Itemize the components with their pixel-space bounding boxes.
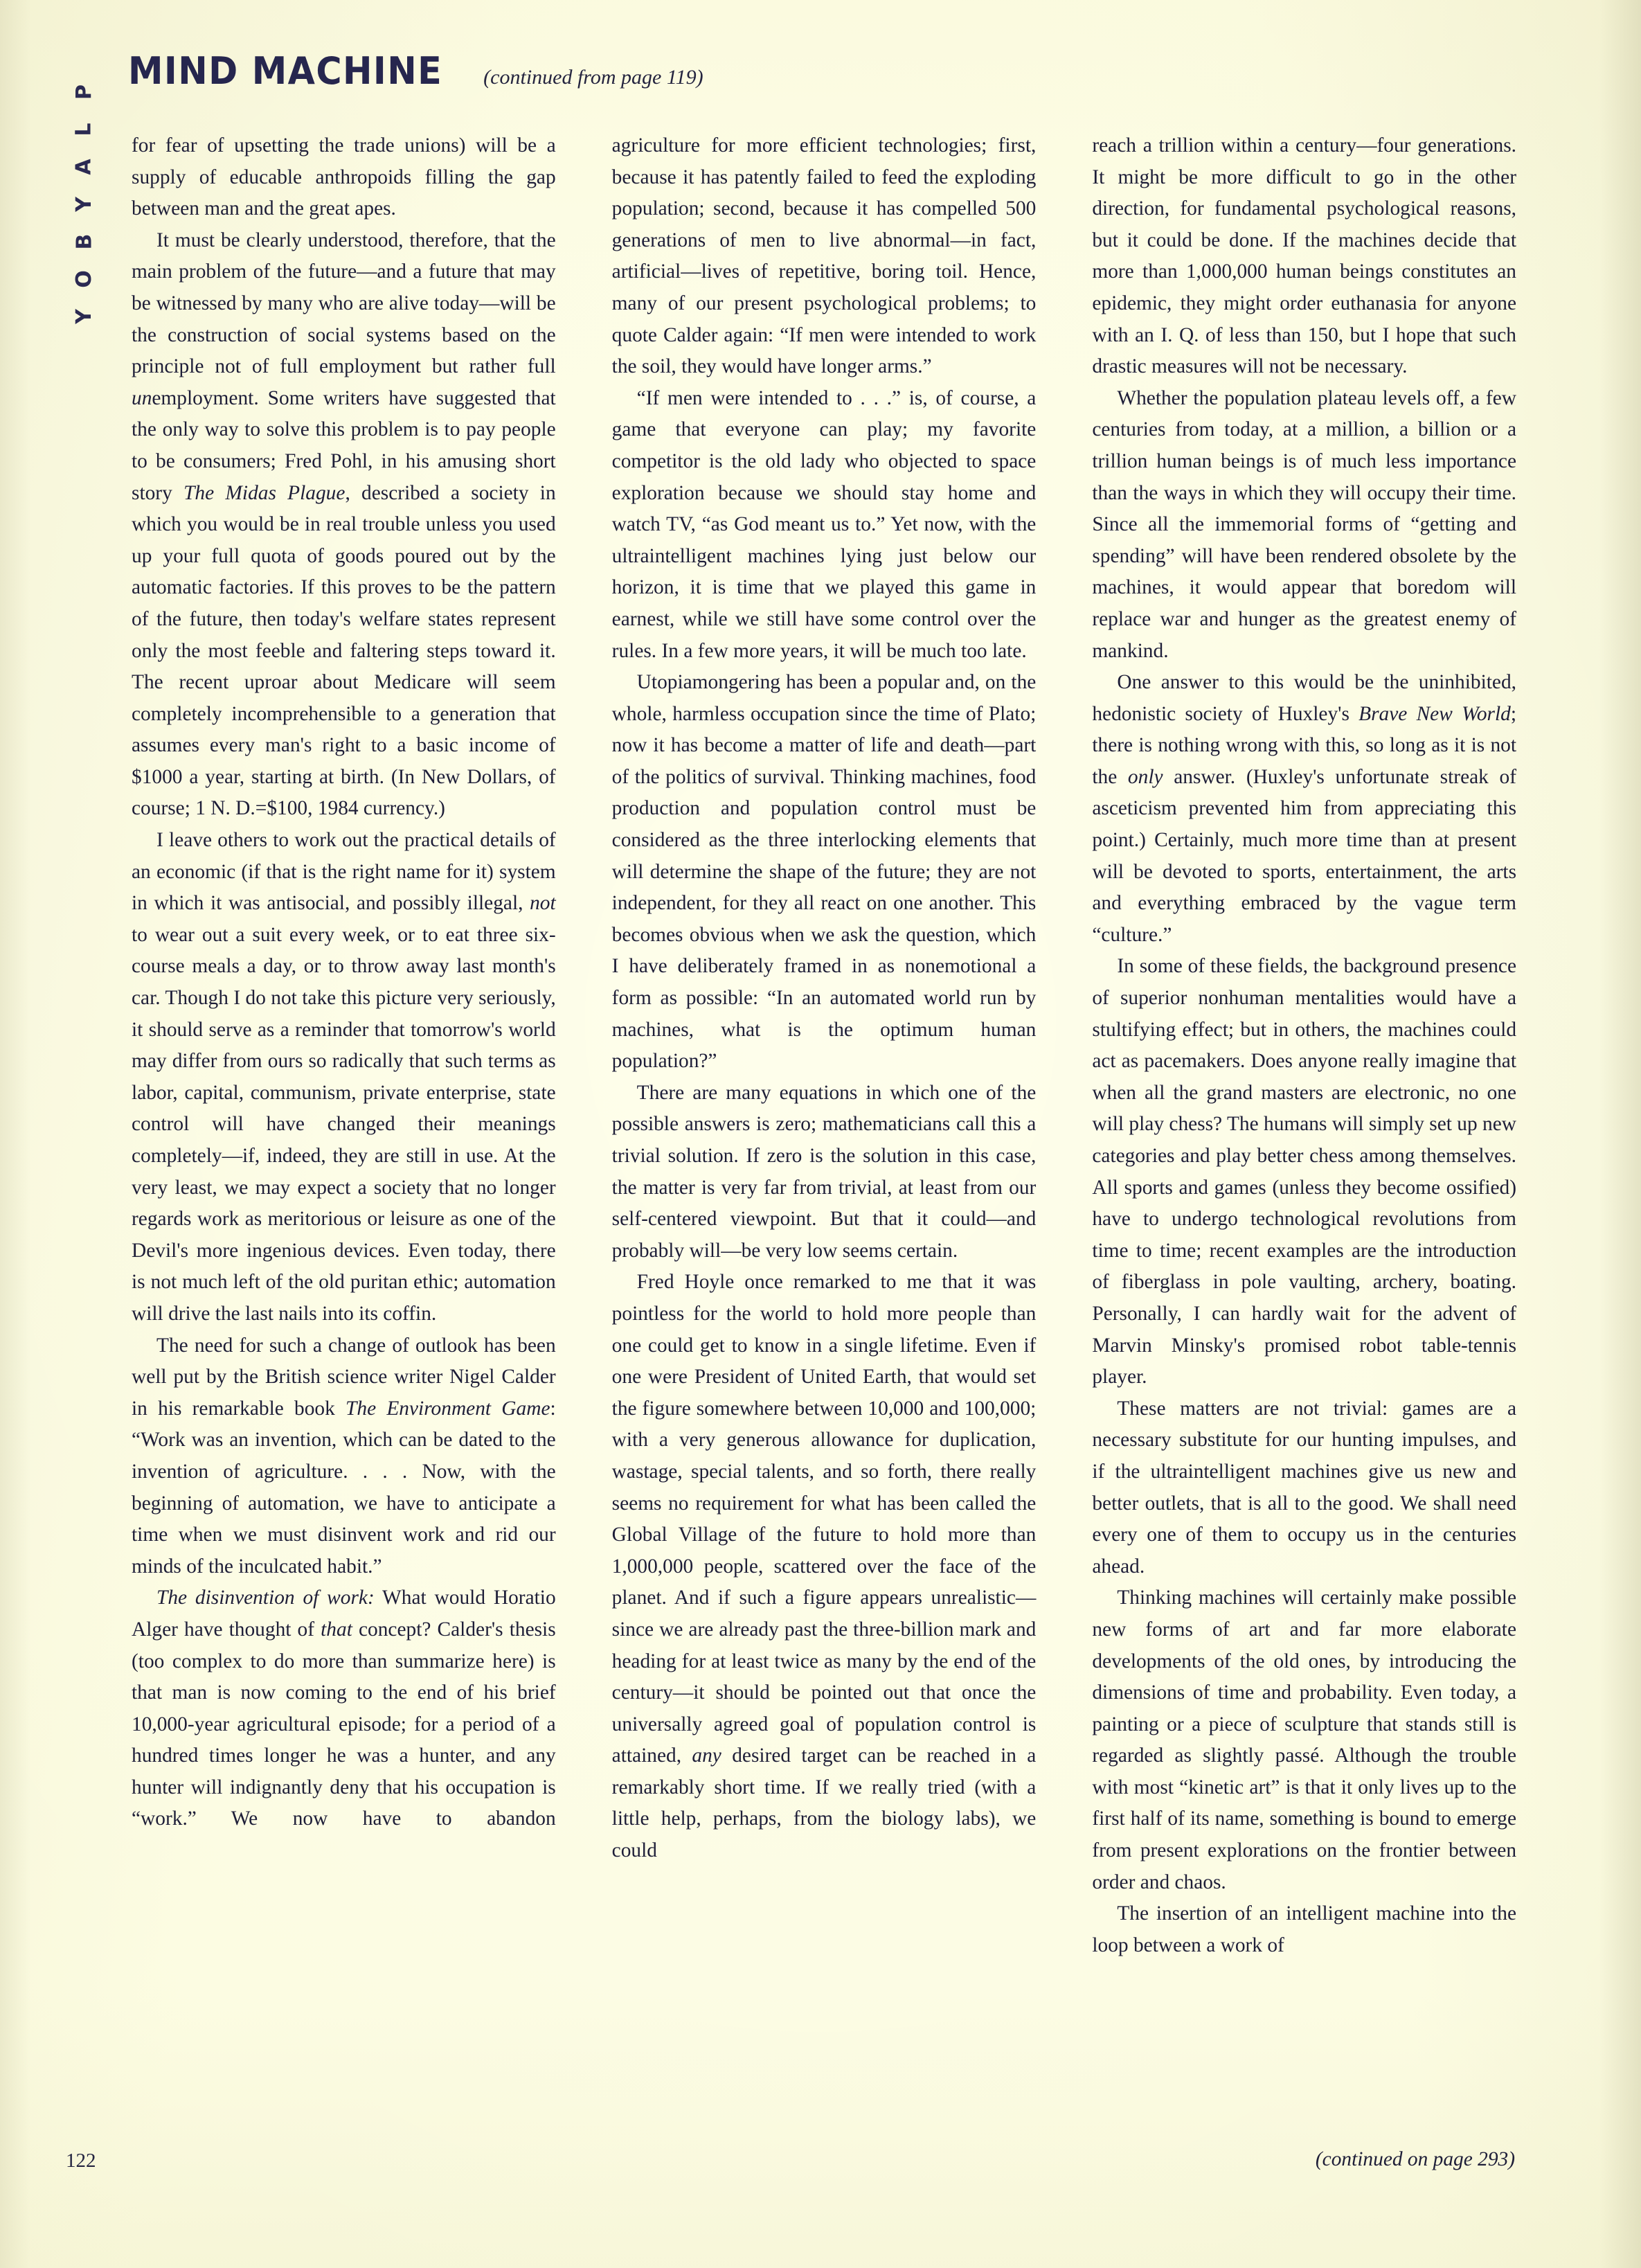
- body-paragraph: [612, 383, 1037, 667]
- body-text: What would Horatio Alger have thought of: [132, 1587, 556, 1641]
- spine-logo-letter: Y: [71, 197, 96, 212]
- body-text: reach a trillion within a century—four generations. It might be more difficult to go in the other direction, for fundamental psychological reasons, but it could be done. If the machines decide that more than 1,000,000 human beings constitutes an epidemic, they might order euthanasia for anyone with an I. Q. of less than 150, but I hope that such drastic measures will not be necessary.: [1092, 134, 1517, 378]
- body-text: These matters are not trivial: games are a necessary substitute for our hunting impulses, and if the ultraintelligent machines give us new and better outlets, that is all to the good. We shall need every one of them to occupy us in the centuries ahead.: [1092, 1397, 1517, 1578]
- body-paragraph: [1092, 951, 1516, 1393]
- body-paragraph: [1092, 1898, 1516, 1961]
- body-text: answer. (Huxley's unfortunate streak of asceticism prevented him from appreciating this point.) Certainly, much more time than at present will be devoted to sports, entertainment, the arts and everything embraced by the vague term “culture.”: [1092, 765, 1517, 946]
- emphasis-text: Brave New World: [1358, 702, 1511, 725]
- body-text: desired target can be reached in a remarkably short time. If we really tried (with a little help, perhaps, from the biology labs), we could: [611, 1744, 1037, 1862]
- body-paragraph: [1092, 130, 1516, 383]
- body-paragraph: [1092, 667, 1516, 951]
- continued-on-note: (continued on page 293): [1315, 2148, 1515, 2170]
- emphasis-text: The Midas Plague: [183, 481, 346, 504]
- body-paragraph: [132, 130, 556, 225]
- body-paragraph: [612, 1267, 1037, 1866]
- body-text: I leave others to work out the practical details of an economic (if that is the right name for it) system in which it was antisocial, and possibly illegal,: [132, 829, 556, 915]
- spine-logo-letter: O: [71, 270, 96, 288]
- page-title: MIND MACHINE: [128, 49, 443, 93]
- emphasis-text: The Environment Game: [346, 1397, 550, 1420]
- body-paragraph: [132, 225, 556, 825]
- body-text: for fear of upsetting the trade unions) will be a supply of educable anthropoids filling the gap between man and the great apes.: [132, 134, 556, 220]
- body-text: “If men were intended to . . .” is, of course, a game that everyone can play; my favorite competitor is the old lady who objected to space exploration because we should stay home and watch TV, “as God meant us to.” Yet now, with the ultraintelligent machines lying just below our horizon, it is time that we played this game in earnest, while we still have some control over the rules. In a few more years, it will be much too late.: [611, 386, 1037, 662]
- emphasis-text: only: [1127, 765, 1163, 788]
- continued-from-note: (continued from page 119): [483, 66, 703, 89]
- body-text: ; there is nothing wrong with this, so long as it is not the: [1092, 702, 1517, 788]
- spine-logo-letter: L: [72, 123, 96, 136]
- body-text: The insertion of an intelligent machine into the loop between a work of: [1092, 1902, 1517, 1956]
- emphasis-text: un: [132, 386, 152, 409]
- body-paragraph: [132, 825, 556, 1330]
- text-column: [132, 130, 556, 2180]
- body-paragraph: [132, 1582, 556, 1835]
- body-text: Whether the population plateau levels off, a few centuries from today, at a million, a billion or a trillion human beings is of much less importance than the ways in which they will occupy their time. Since all the immemorial forms of “getting and spending” will have been rendered obsolete by the machines, it would appear that boredom will replace war and hunger as the greatest enemy of mankind.: [1092, 386, 1517, 662]
- body-paragraph: [612, 130, 1037, 383]
- spine-logo-letter: A: [72, 159, 96, 175]
- spine-logo-letter: Y: [71, 309, 96, 324]
- body-text: : “Work was an invention, which can be dated to the invention of agriculture. . . . Now, with the beginning of automation, we have to anticipate a time when we must disinvent work and rid our minds of the inculcated habit.”: [132, 1397, 556, 1578]
- body-paragraph: [1092, 1582, 1516, 1898]
- page-edge-shadow-left: [0, 0, 30, 2268]
- body-text: to wear out a suit every week, or to eat three six-course meals a day, or to throw away last month's car. Though I do not take this picture very seriously, it should serve as a reminder that tomorrow's world may differ from ours so radically that such terms as labor, capital, communism, private enterprise, state control will have changed their meanings completely—if, indeed, they are still in use. At the very least, we may expect a society that no longer regards work as meritorious or leisure as one of the Devil's more ingenious devices. Even today, there is not much left of the old puritan ethic; automation will drive the last nails into its coffin.: [132, 923, 556, 1325]
- body-paragraph: [1092, 1393, 1516, 1583]
- body-text: agriculture for more efficient technologies; first, because it has patently failed to feed the exploding population; second, because it has compelled 500 generations of men to live abnormal—in fact, artificial—lives of repetitive, boring toil. Hence, many of our present psychological problems; to quote Calder again: “If men were intended to work the soil, they would have longer arms.”: [611, 134, 1037, 378]
- playboy-spine-logo: [66, 82, 102, 324]
- body-text: There are many equations in which one of the possible answers is zero; mathematicians call this a trivial solution. If zero is the solution in this case, the matter is very far from trivial, at least from our self-centered viewpoint. But that it could—and probably will—be very low seems certain.: [611, 1081, 1037, 1262]
- emphasis-text: that: [321, 1618, 352, 1641]
- body-text: In some of these fields, the background presence of superior nonhuman mentalities would have a stultifying effect; but in others, the machines could act as pacemakers. Does anyone really imagine that when all the grand masters are electronic, no one will play chess? The humans will simply set up new categories and play better chess among themselves. All sports and games (unless they become ossified) have to undergo technological revolutions from time to time; recent examples are the introduction of fiberglass in pole vaulting, archery, boating. Personally, I can hardly wait for the advent of Marvin Minsky's promised robot table-tennis player.: [1092, 955, 1517, 1389]
- body-text: employment. Some writers have suggested that the only way to solve this problem is to pay people to be consumers; Fred Pohl, in his amusing short story: [132, 386, 556, 504]
- body-paragraph: [132, 1330, 556, 1583]
- text-column: [612, 130, 1037, 2180]
- body-text: One answer to this would be the uninhibited, hedonistic society of Huxley's: [1092, 671, 1517, 725]
- body-text: The need for such a change of outlook has been well put by the British science writer Nigel Calder in his remarkable book: [132, 1334, 556, 1420]
- text-column: [1092, 130, 1516, 2180]
- body-columns: [132, 130, 1516, 2180]
- article-header: [128, 49, 703, 93]
- body-paragraph: [1092, 383, 1516, 667]
- body-text: Utopiamongering has been a popular and, on the whole, harmless occupation since the time of Plato; now it has become a matter of life and death—part of the politics of survival. Thinking machines, food production and population control must be considered as the three interlocking elements that will determine the shape of the future; they are not independent, for they all react on one another. This becomes obvious when we ask the question, which I have deliberately framed in as nonemotional a form as possible: “In an automated world run by machines, what is the optimum human population?”: [611, 671, 1037, 1073]
- page-number: 122: [66, 2150, 96, 2172]
- spine-logo-letter: P: [72, 84, 96, 100]
- emphasis-text: The disinvention of work:: [156, 1587, 375, 1609]
- body-paragraph: [612, 1078, 1037, 1267]
- body-text: Thinking machines will certainly make possible new forms of art and far more elaborate developments of the old ones, by introducing the dimensions of time and probability. Even today, a painting or a piece of sculpture that stands still is regarded as slightly passé. Although the trouble with most “kinetic art” is that it only lives up to the first half of its name, something is bound to emerge from present explorations on the frontier between order and chaos.: [1092, 1587, 1517, 1893]
- body-paragraph: [612, 667, 1037, 1078]
- body-text: concept? Calder's thesis (too complex to do more than summarize here) is that man is now coming to the end of his brief 10,000-year agricultural episode; for a period of a hundred times longer he was a hunter, and any hunter will indignantly deny that his occupation is “work.” We now have to abandon: [132, 1618, 556, 1830]
- body-text: It must be clearly understood, therefore, that the main problem of the future—and a future that may be witnessed by many who are alive today—will be the construction of social systems based on the principle not of full employment but rather full: [132, 229, 556, 378]
- body-text: Fred Hoyle once remarked to me that it was pointless for the world to hold more people than one could get to know in a single lifetime. Even if one were President of United Earth, that would set the figure somewhere between 10,000 and 100,000; with a very generous allowance for duplication, wastage, special talents, and so forth, there really seems no requirement for what has been called the Global Village of the future to hold more than 1,000,000 people, scattered over the face of the planet. And if such a figure appears unrealistic—since we are already past the three-billion mark and heading for at least twice as many by the end of the century—it should be pointed out that once the universally agreed goal of population control is attained,: [611, 1271, 1037, 1767]
- emphasis-text: not: [530, 892, 556, 915]
- spine-logo-letter: B: [72, 233, 96, 250]
- body-text: , described a society in which you would be in real trouble unless you used up your full quota of goods poured out by the automatic factories. If this proves to be the pattern of the future, then today's welfare states represent only the most feeble and faltering steps toward it. The recent uproar about Medicare will seem completely incomprehensible to a generation that assumes every man's right to a basic income of $1000 a year, starting at birth. (In New Dollars, of course; 1 N. D.=$100, 1984 currency.): [132, 481, 556, 820]
- emphasis-text: any: [692, 1744, 721, 1767]
- page-edge-shadow-right: [1599, 0, 1641, 2268]
